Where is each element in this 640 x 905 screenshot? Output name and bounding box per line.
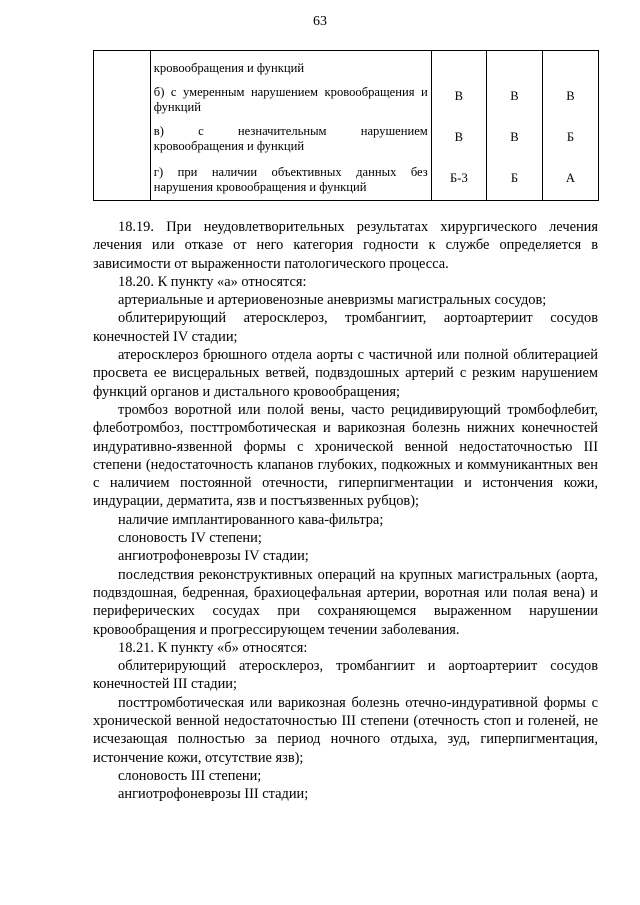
category-value: В xyxy=(454,89,464,103)
list-item: атеросклероз брюшного отдела аорты с частичной или полной облитерацией просвета ее висцеральных ветвей, подвздошных артерий с резким нарушением функций органов и дистального кровообращения; xyxy=(93,347,598,400)
document-body xyxy=(93,218,598,804)
category-value: Б-3 xyxy=(450,171,468,185)
list-item: посттромботическая или варикозная болезнь отечно-индуративной формы с хронической венной недостаточностью III степени (отечность стоп и голеней, не исчезающая полностью за период ночного отдыха, зуд, гиперпигментация, истончение кожи, отсутствие язв); xyxy=(93,694,598,766)
category-value: А xyxy=(565,171,576,185)
requirements-table xyxy=(93,50,599,201)
list-item: ангиотрофоневрозы III стадии; xyxy=(118,786,309,803)
paragraph-18-20-heading: 18.20. К пункту «а» относятся: xyxy=(118,273,307,290)
list-item: облитерирующий атеросклероз, тромбангиит, аортоартериит сосудов конечностей IV стадии; xyxy=(93,310,598,345)
category-value: В xyxy=(510,89,519,103)
table-column-category-3 xyxy=(542,51,598,201)
category-value: Б xyxy=(510,171,519,185)
table-cell-article xyxy=(94,51,151,201)
row-text-continued: кровообращения и функций xyxy=(153,61,305,75)
row-text-v: в) с незначительным нарушением кровообращения и функций xyxy=(153,124,428,153)
list-item: ангиотрофоневрозы IV стадии; xyxy=(118,548,309,565)
category-value: В xyxy=(454,130,464,144)
list-item: тромбоз воротной или полой вены, часто рецидивирующий тромбофлебит, флеботромбоз, посттромботическая и варикозная болезнь нижних конечностей индуративно-язвенной формы с хронической венной недостаточностью III степени (недостаточность клапанов глубоких, подкожных и коммуникантных вен с наличием постоянной отечности, гиперпигментации и истончения кожи, индурации, дерматита, язв и постъязвенных рубцов); xyxy=(93,401,598,510)
table-column-category-1 xyxy=(431,51,486,201)
list-item: наличие имплантированного кава-фильтра; xyxy=(118,511,384,528)
category-value: Б xyxy=(566,130,575,144)
row-text-b: б) с умеренным нарушением кровообращения и функций xyxy=(153,85,428,114)
list-item: облитерирующий атеросклероз, тромбангиит и аортоартериит сосудов конечностей III стадии; xyxy=(93,658,598,693)
page-number: 63 xyxy=(313,14,327,29)
paragraph-18-19: 18.19. При неудовлетворительных результатах хирургического лечения лечения или отказе от него категория годности к службе определяется в зависимости от выраженности патологического процесса. xyxy=(93,219,598,272)
category-value: В xyxy=(510,130,519,144)
list-item: слоновость IV степени; xyxy=(118,530,262,547)
table-column-category-2 xyxy=(486,51,542,201)
paragraph-18-21-heading: 18.21. К пункту «б» относятся: xyxy=(118,639,308,656)
table-row xyxy=(94,51,599,201)
row-text-g: г) при наличии объективных данных без нарушения кровообращения и функций xyxy=(153,165,428,194)
list-item: артериальные и артериовенозные аневризмы магистральных сосудов; xyxy=(118,292,547,309)
list-item: слоновость III степени; xyxy=(118,767,262,784)
category-value: В xyxy=(566,89,575,103)
table-cell-description xyxy=(150,51,431,201)
list-item: последствия реконструктивных операций на крупных магистральных (аорта, подвздошная, бедренная, брахиоцефальная артерии, воротная или полая вена) и периферических сосудах при сохраняющемся выраженном нарушении кровообращения и прогрессирующем течении заболевания. xyxy=(93,566,598,638)
